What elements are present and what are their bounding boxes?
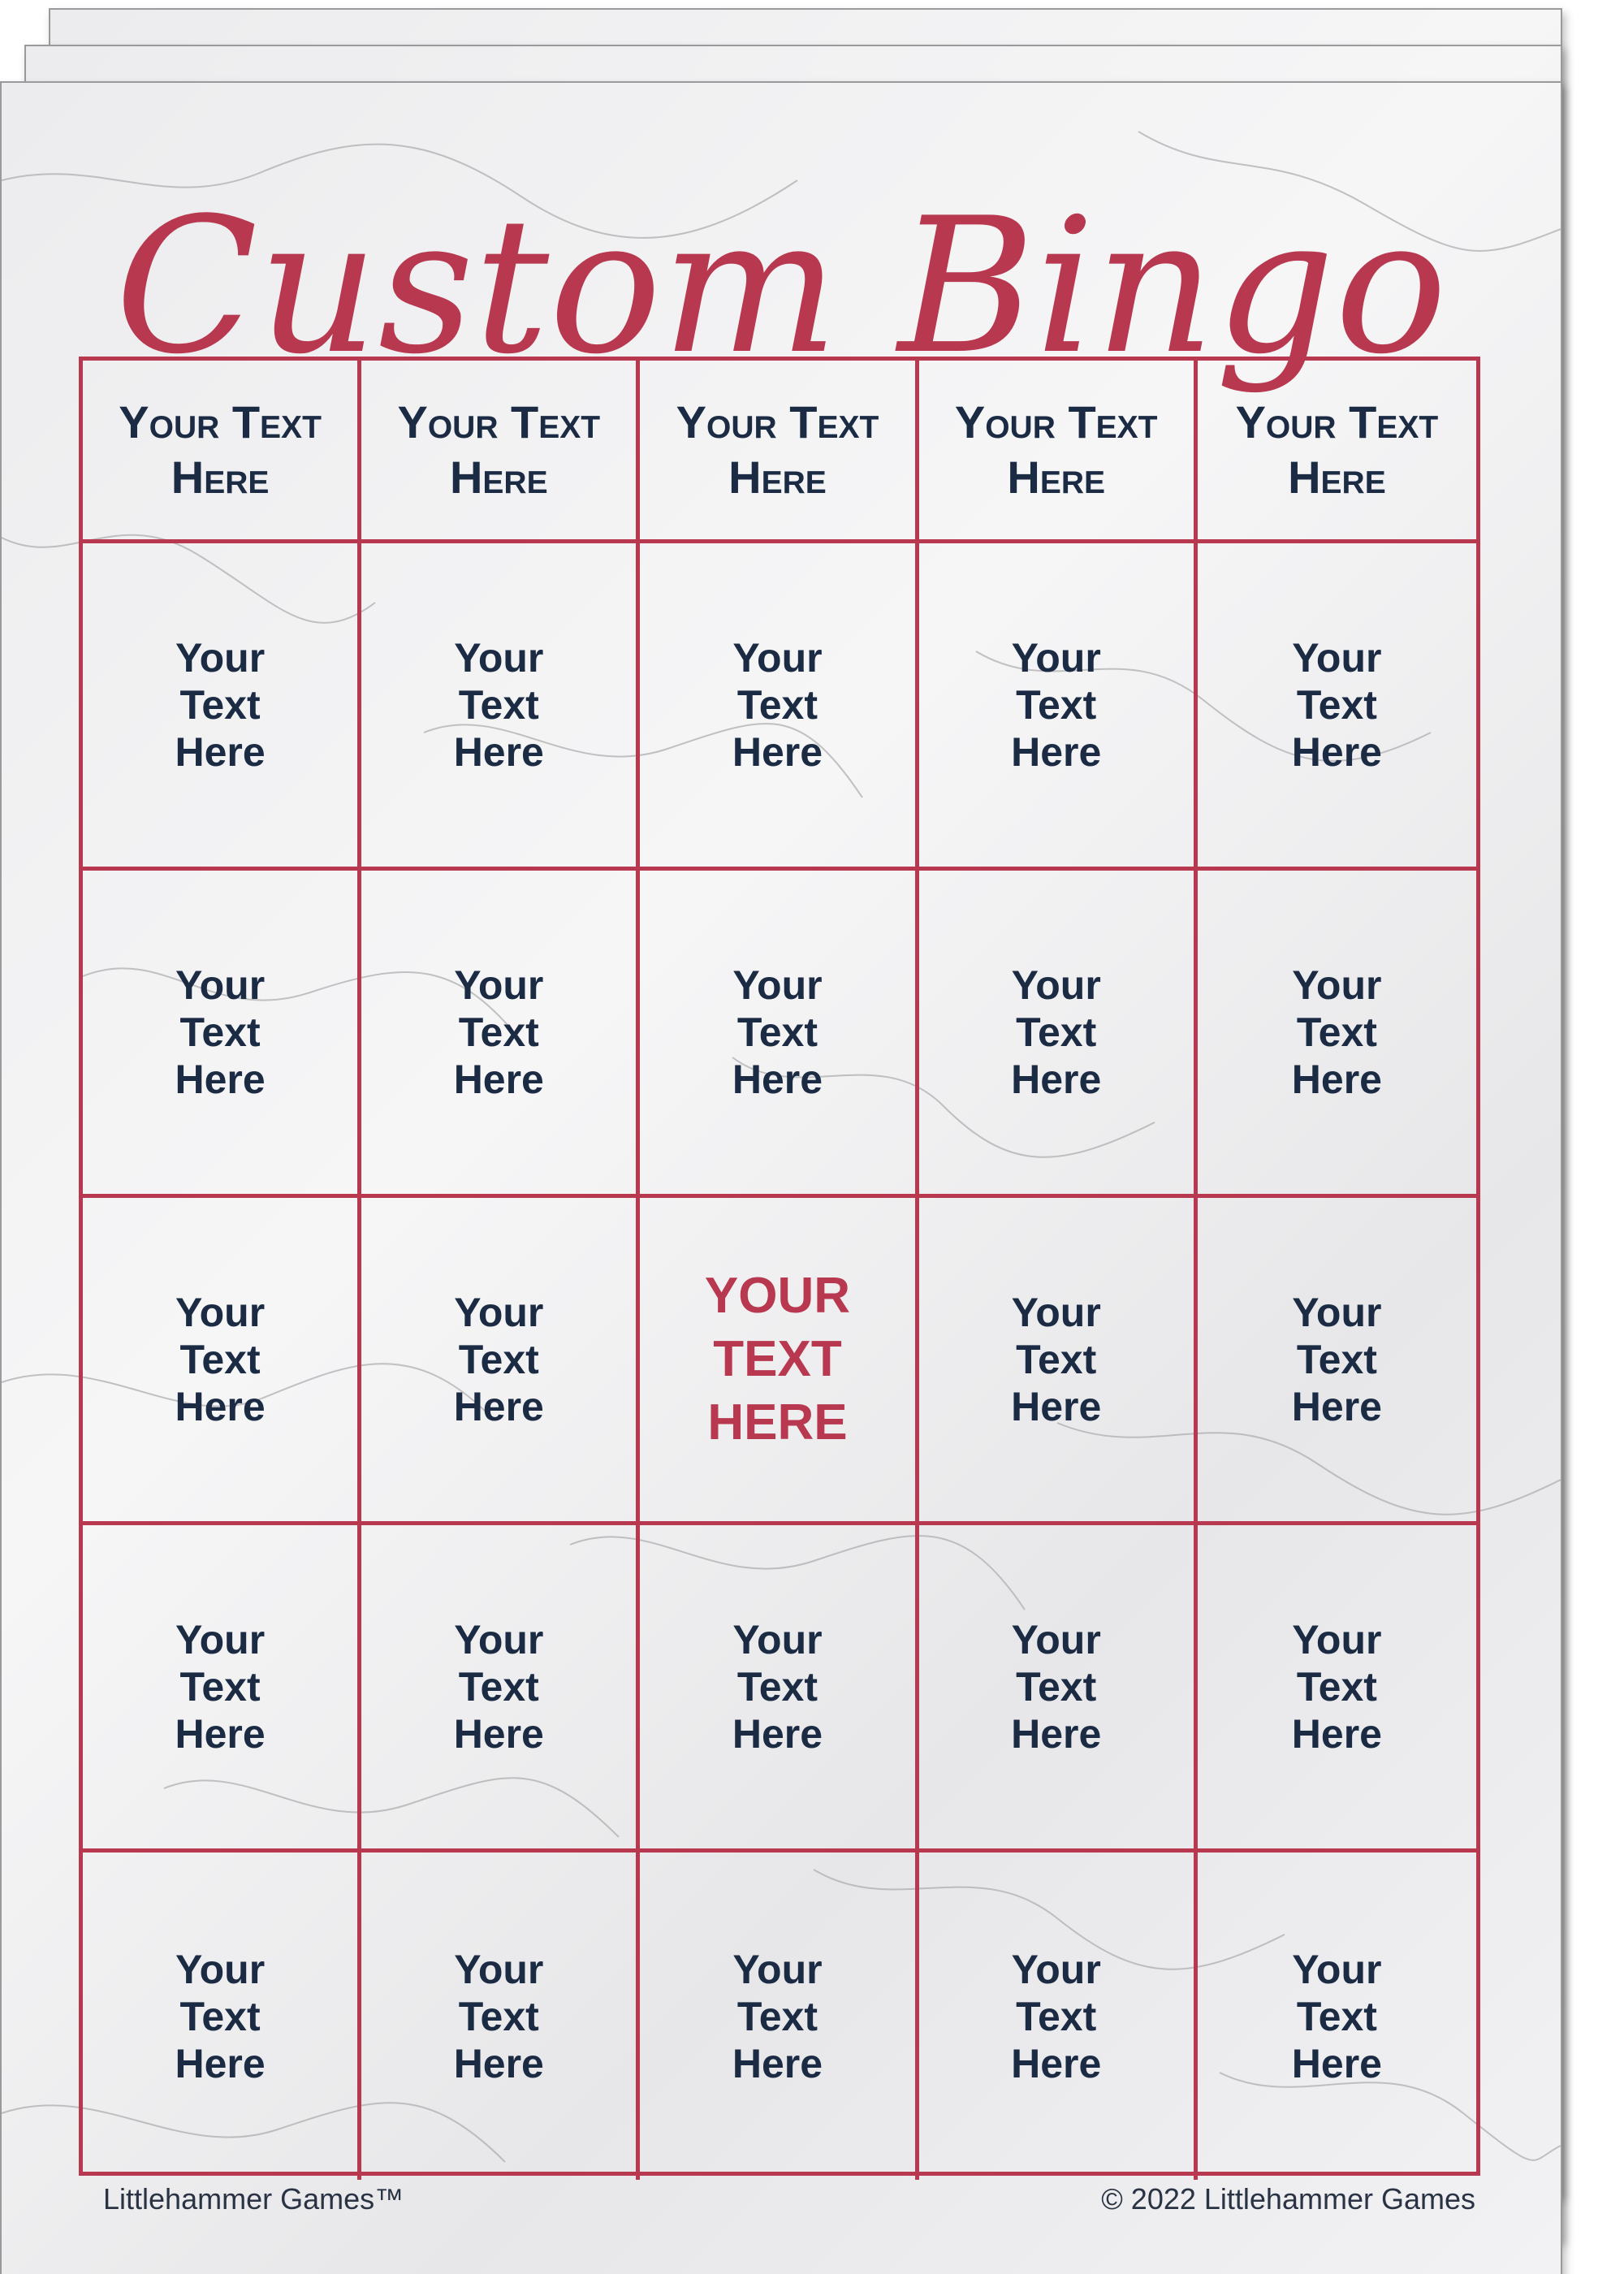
cell-label: Your Text Here bbox=[175, 635, 266, 775]
bingo-grid bbox=[79, 357, 1480, 2176]
bingo-card bbox=[0, 81, 1562, 2274]
header-label: Your Text Here bbox=[676, 396, 879, 503]
bingo-cell bbox=[640, 1525, 918, 1852]
bingo-cell bbox=[640, 871, 918, 1198]
cell-label: Your Text Here bbox=[1291, 1617, 1382, 1757]
cell-label: Your Text Here bbox=[1291, 1946, 1382, 2086]
bingo-cell bbox=[640, 1852, 918, 2180]
bingo-cell bbox=[1198, 543, 1476, 871]
bingo-cell bbox=[1198, 1525, 1476, 1852]
header-cell bbox=[361, 361, 640, 543]
cell-label: Your Text Here bbox=[1011, 1617, 1102, 1757]
cell-label: Your Text Here bbox=[453, 1946, 544, 2086]
header-label: Your Text Here bbox=[954, 396, 1158, 503]
bingo-cell bbox=[919, 871, 1198, 1198]
cell-label: Your Text Here bbox=[175, 1617, 266, 1757]
bingo-cell bbox=[83, 1198, 361, 1525]
cell-label: Your Text Here bbox=[732, 1946, 823, 2086]
bingo-cell bbox=[1198, 1198, 1476, 1525]
bingo-cell bbox=[83, 1852, 361, 2180]
free-space-label: YOUR TEXT HERE bbox=[704, 1268, 851, 1450]
bingo-cell bbox=[919, 1525, 1198, 1852]
cell-label: Your Text Here bbox=[175, 962, 266, 1102]
bingo-cell bbox=[1198, 871, 1476, 1198]
header-cell bbox=[1198, 361, 1476, 543]
header-cell bbox=[640, 361, 918, 543]
bingo-cell bbox=[83, 543, 361, 871]
footer-brand: Littlehammer Games™ bbox=[103, 2182, 404, 2216]
cell-label: Your Text Here bbox=[453, 1617, 544, 1757]
cell-label: Your Text Here bbox=[453, 962, 544, 1102]
header-cell bbox=[83, 361, 361, 543]
bingo-cell bbox=[83, 1525, 361, 1852]
cell-label: Your Text Here bbox=[1291, 635, 1382, 775]
bingo-cell bbox=[83, 871, 361, 1198]
bingo-cell bbox=[919, 1852, 1198, 2180]
cell-label: Your Text Here bbox=[1011, 635, 1102, 775]
bingo-cell bbox=[361, 1525, 640, 1852]
cell-label: Your Text Here bbox=[1291, 1290, 1382, 1429]
header-cell bbox=[919, 361, 1198, 543]
cell-label: Your Text Here bbox=[453, 635, 544, 775]
title-text: Custom Bingo bbox=[114, 179, 1448, 396]
cell-label: Your Text Here bbox=[732, 635, 823, 775]
header-label: Your Text Here bbox=[119, 396, 322, 503]
cell-label: Your Text Here bbox=[1011, 1946, 1102, 2086]
bingo-cell bbox=[640, 543, 918, 871]
cell-label: Your Text Here bbox=[732, 962, 823, 1102]
bingo-cell bbox=[919, 543, 1198, 871]
cell-label: Your Text Here bbox=[1011, 962, 1102, 1102]
bingo-cell bbox=[361, 871, 640, 1198]
cell-label: Your Text Here bbox=[453, 1290, 544, 1429]
bingo-cell bbox=[361, 1198, 640, 1525]
cell-label: Your Text Here bbox=[1291, 962, 1382, 1102]
cell-label: Your Text Here bbox=[175, 1946, 266, 2086]
free-space-cell bbox=[640, 1198, 918, 1525]
bingo-cell bbox=[361, 543, 640, 871]
bingo-cell bbox=[1198, 1852, 1476, 2180]
bingo-cell bbox=[919, 1198, 1198, 1525]
header-label: Your Text Here bbox=[397, 396, 601, 503]
footer-copyright: © 2022 Littlehammer Games bbox=[1101, 2182, 1475, 2216]
cell-label: Your Text Here bbox=[175, 1290, 266, 1429]
cell-label: Your Text Here bbox=[732, 1617, 823, 1757]
bingo-cell bbox=[361, 1852, 640, 2180]
cell-label: Your Text Here bbox=[1011, 1290, 1102, 1429]
header-label: Your Text Here bbox=[1235, 396, 1439, 503]
